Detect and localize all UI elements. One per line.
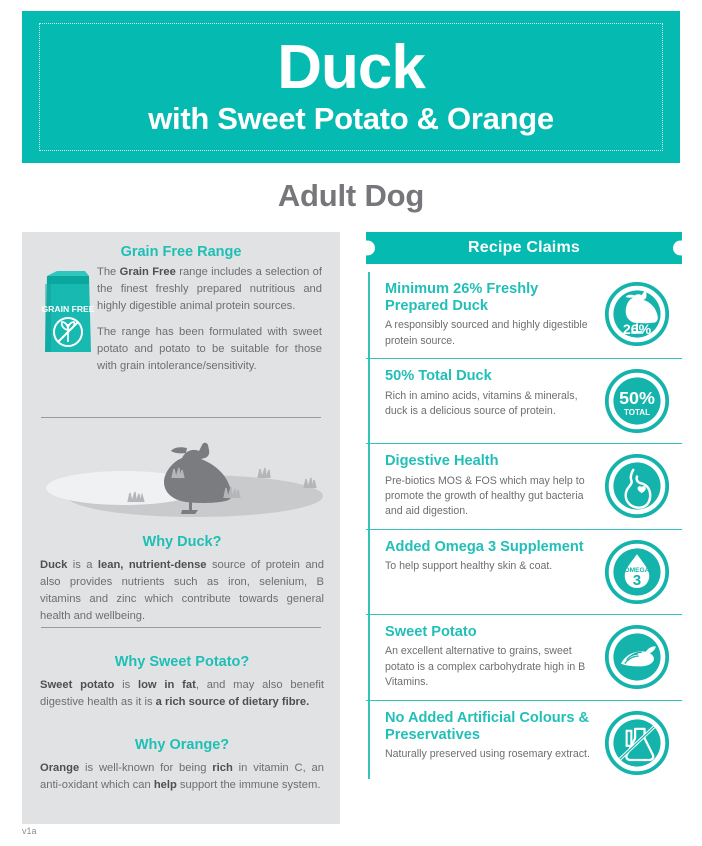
claim-body: A responsibly sourced and highly digestible protein source. [385, 319, 588, 347]
svg-text:26%: 26% [622, 320, 652, 337]
claim-item [366, 272, 682, 358]
ribbon-notch-left-icon [360, 241, 375, 256]
svg-text:TOTAL: TOTAL [624, 408, 650, 418]
recipe-claims-ribbon [366, 232, 682, 264]
claim-item [366, 614, 682, 700]
ribbon-notch-right-icon [673, 241, 688, 256]
left-info-panel [22, 232, 340, 824]
why-sweet-potato-section [40, 654, 324, 711]
claim-item [366, 529, 682, 614]
why-duck-heading: Why Duck? [142, 534, 222, 550]
grain-free-paragraph-1: The Grain Free range includes a selection of the finest freshly prepared nutritious and highly digestible animal protein sources. [97, 266, 322, 313]
version-label: v1a [22, 826, 37, 836]
no-chemicals-flask-icon [595, 710, 679, 776]
stomach-heart-icon [595, 453, 679, 519]
grain-free-paragraph-2: The range has been formulated with sweet potato and potato to be suitable for those with grain intolerance/sensitivity. [97, 326, 322, 373]
life-stage-label: Adult Dog [277, 178, 425, 213]
header-band [22, 11, 680, 163]
claim-body: An excellent alternative to grains, sweet potato is a complex carbohydrate high in B Vitamins. [385, 645, 586, 689]
duck-26-percent-icon [595, 281, 679, 347]
claim-body: Rich in amino acids, vitamins & minerals, duck is a delicious source of protein. [385, 389, 578, 418]
grain-free-body [97, 264, 322, 384]
svg-text:OMEGA: OMEGA [624, 566, 650, 574]
why-orange-heading: Why Orange? [134, 737, 230, 753]
recipe-claims-title: Recipe Claims [468, 239, 580, 256]
divider-1 [41, 417, 321, 418]
svg-text:50%: 50% [619, 388, 655, 409]
why-orange-body: Orange is well-known for being rich in vitamin C, an anti-oxidant which can help support the immune system. [40, 762, 324, 792]
fifty-percent-total-icon [595, 368, 679, 434]
header-dotted-frame [39, 23, 663, 151]
divider-2 [41, 627, 321, 628]
duck-illustration [32, 430, 332, 530]
recipe-claims-panel [366, 232, 682, 832]
claim-body: Naturally preserved using rosemary extract. [385, 747, 590, 760]
claim-item [366, 443, 682, 529]
claim-item [366, 700, 682, 785]
claim-title: Sweet Potato [385, 623, 477, 640]
page-subtitle: with Sweet Potato & Orange [148, 101, 554, 137]
claim-body: Pre-biotics MOS & FOS which may help to promote the growth of healthy gut bacteria and aid digestion. [385, 474, 585, 518]
svg-text:3: 3 [632, 572, 642, 590]
why-orange-section [40, 737, 324, 794]
claim-title: Digestive Health [385, 453, 499, 470]
why-sweet-potato-body: Sweet potato is low in fat, and may also benefit digestive health as it is a rich source of dietary fibre. [40, 679, 324, 709]
claims-list [366, 272, 682, 785]
claim-title: 50% Total Duck [385, 368, 492, 385]
claim-title: Minimum 26% Freshly Prepared Duck [385, 281, 539, 315]
page-title: Duck [277, 32, 425, 102]
why-duck-body: Duck is a lean, nutrient-dense source of protein and also provides nutrients such as iron, selenium, B vitamins and zinc which contribute towards general health and wellbeing. [40, 559, 324, 623]
claim-body: To help support healthy skin & coat. [385, 560, 553, 573]
grain-free-heading: Grain Free Range [120, 244, 242, 260]
claim-item [366, 358, 682, 443]
claim-title: Added Omega 3 Supplement [385, 538, 584, 555]
why-duck-section [40, 534, 324, 625]
sweet-potato-icon [595, 624, 679, 690]
grain-free-bag-icon [39, 264, 97, 356]
svg-text:GRAIN FREE: GRAIN FREE [41, 304, 95, 314]
why-sweet-potato-heading: Why Sweet Potato? [114, 654, 250, 670]
omega-3-droplet-icon [595, 539, 679, 605]
claim-title: No Added Artificial Colours & Preservatives [385, 709, 590, 743]
